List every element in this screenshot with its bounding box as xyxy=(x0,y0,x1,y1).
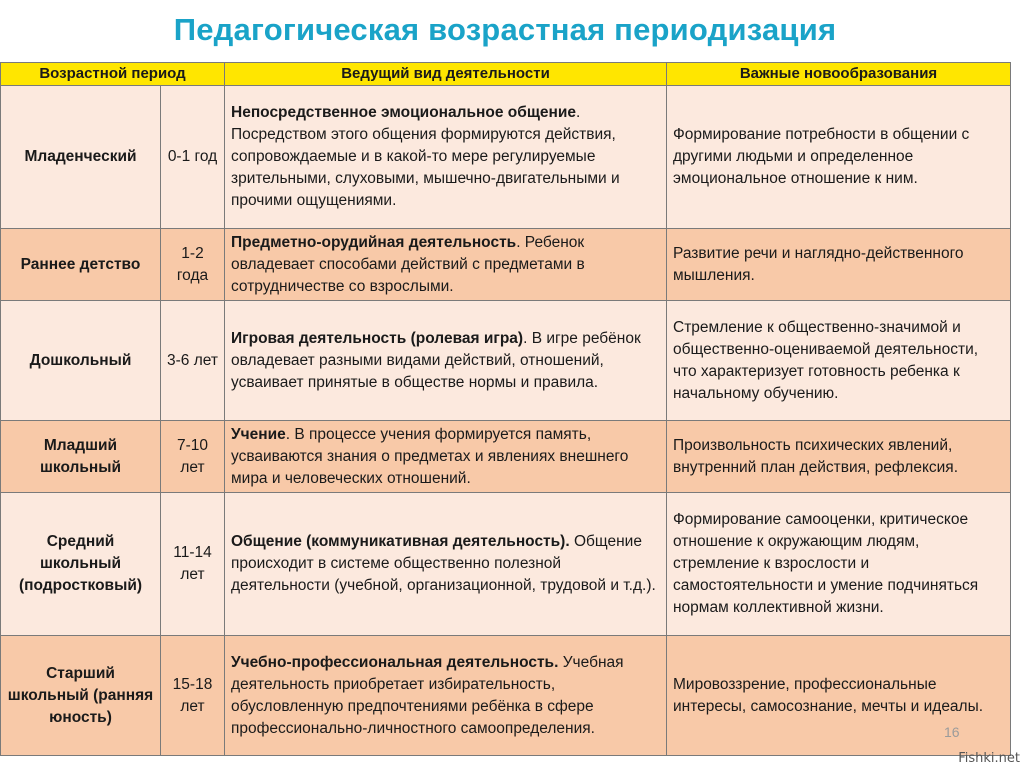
table-row xyxy=(1,636,1011,756)
activity-text: Общение происходит в системе общественно полезной деятельности (учебной, организационной, трудовой и т.д.). xyxy=(231,533,656,594)
activity-title: Непосредственное эмоциональное общение xyxy=(231,104,577,121)
leading-activity xyxy=(225,86,667,229)
key-formations: Мировоззрение, профессиональные интересы, самосознание, мечты и идеалы. xyxy=(667,636,1011,756)
period-name: Дошкольный xyxy=(1,301,161,421)
period-name: Раннее детство xyxy=(1,229,161,301)
table-row xyxy=(1,229,1011,301)
activity-text: . В игре ребёнок овладевает разными видами действий, отношений, усваивает принятые в обществе нормы и правила. xyxy=(231,329,641,391)
activity-text: . Ребенок овладевает способами действий с предметами в сотрудничестве со взрослыми. xyxy=(231,233,585,295)
period-age: 0-1 год xyxy=(161,86,225,229)
key-formations: Формирование самооценки, критическое отношение к окружающим людям, стремление к взрослости и самостоятельности и умение подчиняться нормам коллективной жизни. xyxy=(667,493,1011,636)
period-age: 7-10 лет xyxy=(161,421,225,493)
period-age: 11-14 лет xyxy=(161,493,225,636)
key-formations: Формирование потребности в общении с другими людьми и определенное эмоциональное отношение к ним. xyxy=(667,86,1011,229)
activity-title: Общение (коммуникативная деятельность). xyxy=(231,533,570,550)
period-age: 15-18 лет xyxy=(161,636,225,756)
table-row xyxy=(1,301,1011,421)
table-row xyxy=(1,421,1011,493)
period-name: Старший школьный (ранняя юность) xyxy=(1,636,161,756)
leading-activity xyxy=(225,229,667,301)
leading-activity xyxy=(225,301,667,421)
period-name: Младший школьный xyxy=(1,421,161,493)
key-formations: Стремление к общественно-значимой и общественно-оцениваемой деятельности, что характеризует готовность ребенка к начальному обучению. xyxy=(667,301,1011,421)
period-age: 1-2 года xyxy=(161,229,225,301)
activity-title: Игровая деятельность (ролевая игра) xyxy=(231,329,524,347)
leading-activity xyxy=(225,636,667,756)
table-row xyxy=(1,86,1011,229)
activity-text: Учебная деятельность приобретает избирательность, обусловленную предпочтениями ребёнка в сфере профессионально-личностного самоопределения. xyxy=(231,653,624,737)
activity-text: . В процессе учения формируется память, усваиваются знания о предметах и явлениях внешнего мира и человеческих отношений. xyxy=(231,425,629,487)
activity-text: . Посредством этого общения формируются действия, сопровождаемые и в какой-то мере регулируемые зрительными, слуховыми, мышечно-двигательными и прочими ощущениями. xyxy=(231,104,620,209)
key-formations: Произвольность психических явлений, внутренний план действия, рефлексия. xyxy=(667,421,1011,493)
period-name: Средний школьный (подростковый) xyxy=(1,493,161,636)
leading-activity xyxy=(225,493,667,636)
activity-title: Учебно-профессиональная деятельность. xyxy=(231,653,559,671)
header-formations: Важные новообразования xyxy=(667,63,1011,86)
key-formations: Развитие речи и наглядно-действенного мышления. xyxy=(667,229,1011,301)
header-activity: Ведущий вид деятельности xyxy=(225,63,667,86)
page-number: 16 xyxy=(944,724,960,740)
slide-title: Педагогическая возрастная периодизация xyxy=(173,12,837,47)
leading-activity xyxy=(225,421,667,493)
table-header-row xyxy=(1,63,1011,86)
header-period: Возрастной период xyxy=(1,63,225,86)
activity-title: Учение xyxy=(231,425,286,443)
periodization-table xyxy=(0,62,1011,756)
period-age: 3-6 лет xyxy=(161,301,225,421)
activity-title: Предметно-орудийная деятельность xyxy=(231,233,517,251)
table-row xyxy=(1,493,1011,636)
watermark: Fishki.net xyxy=(958,751,1020,766)
period-name: Младенческий xyxy=(1,86,161,229)
